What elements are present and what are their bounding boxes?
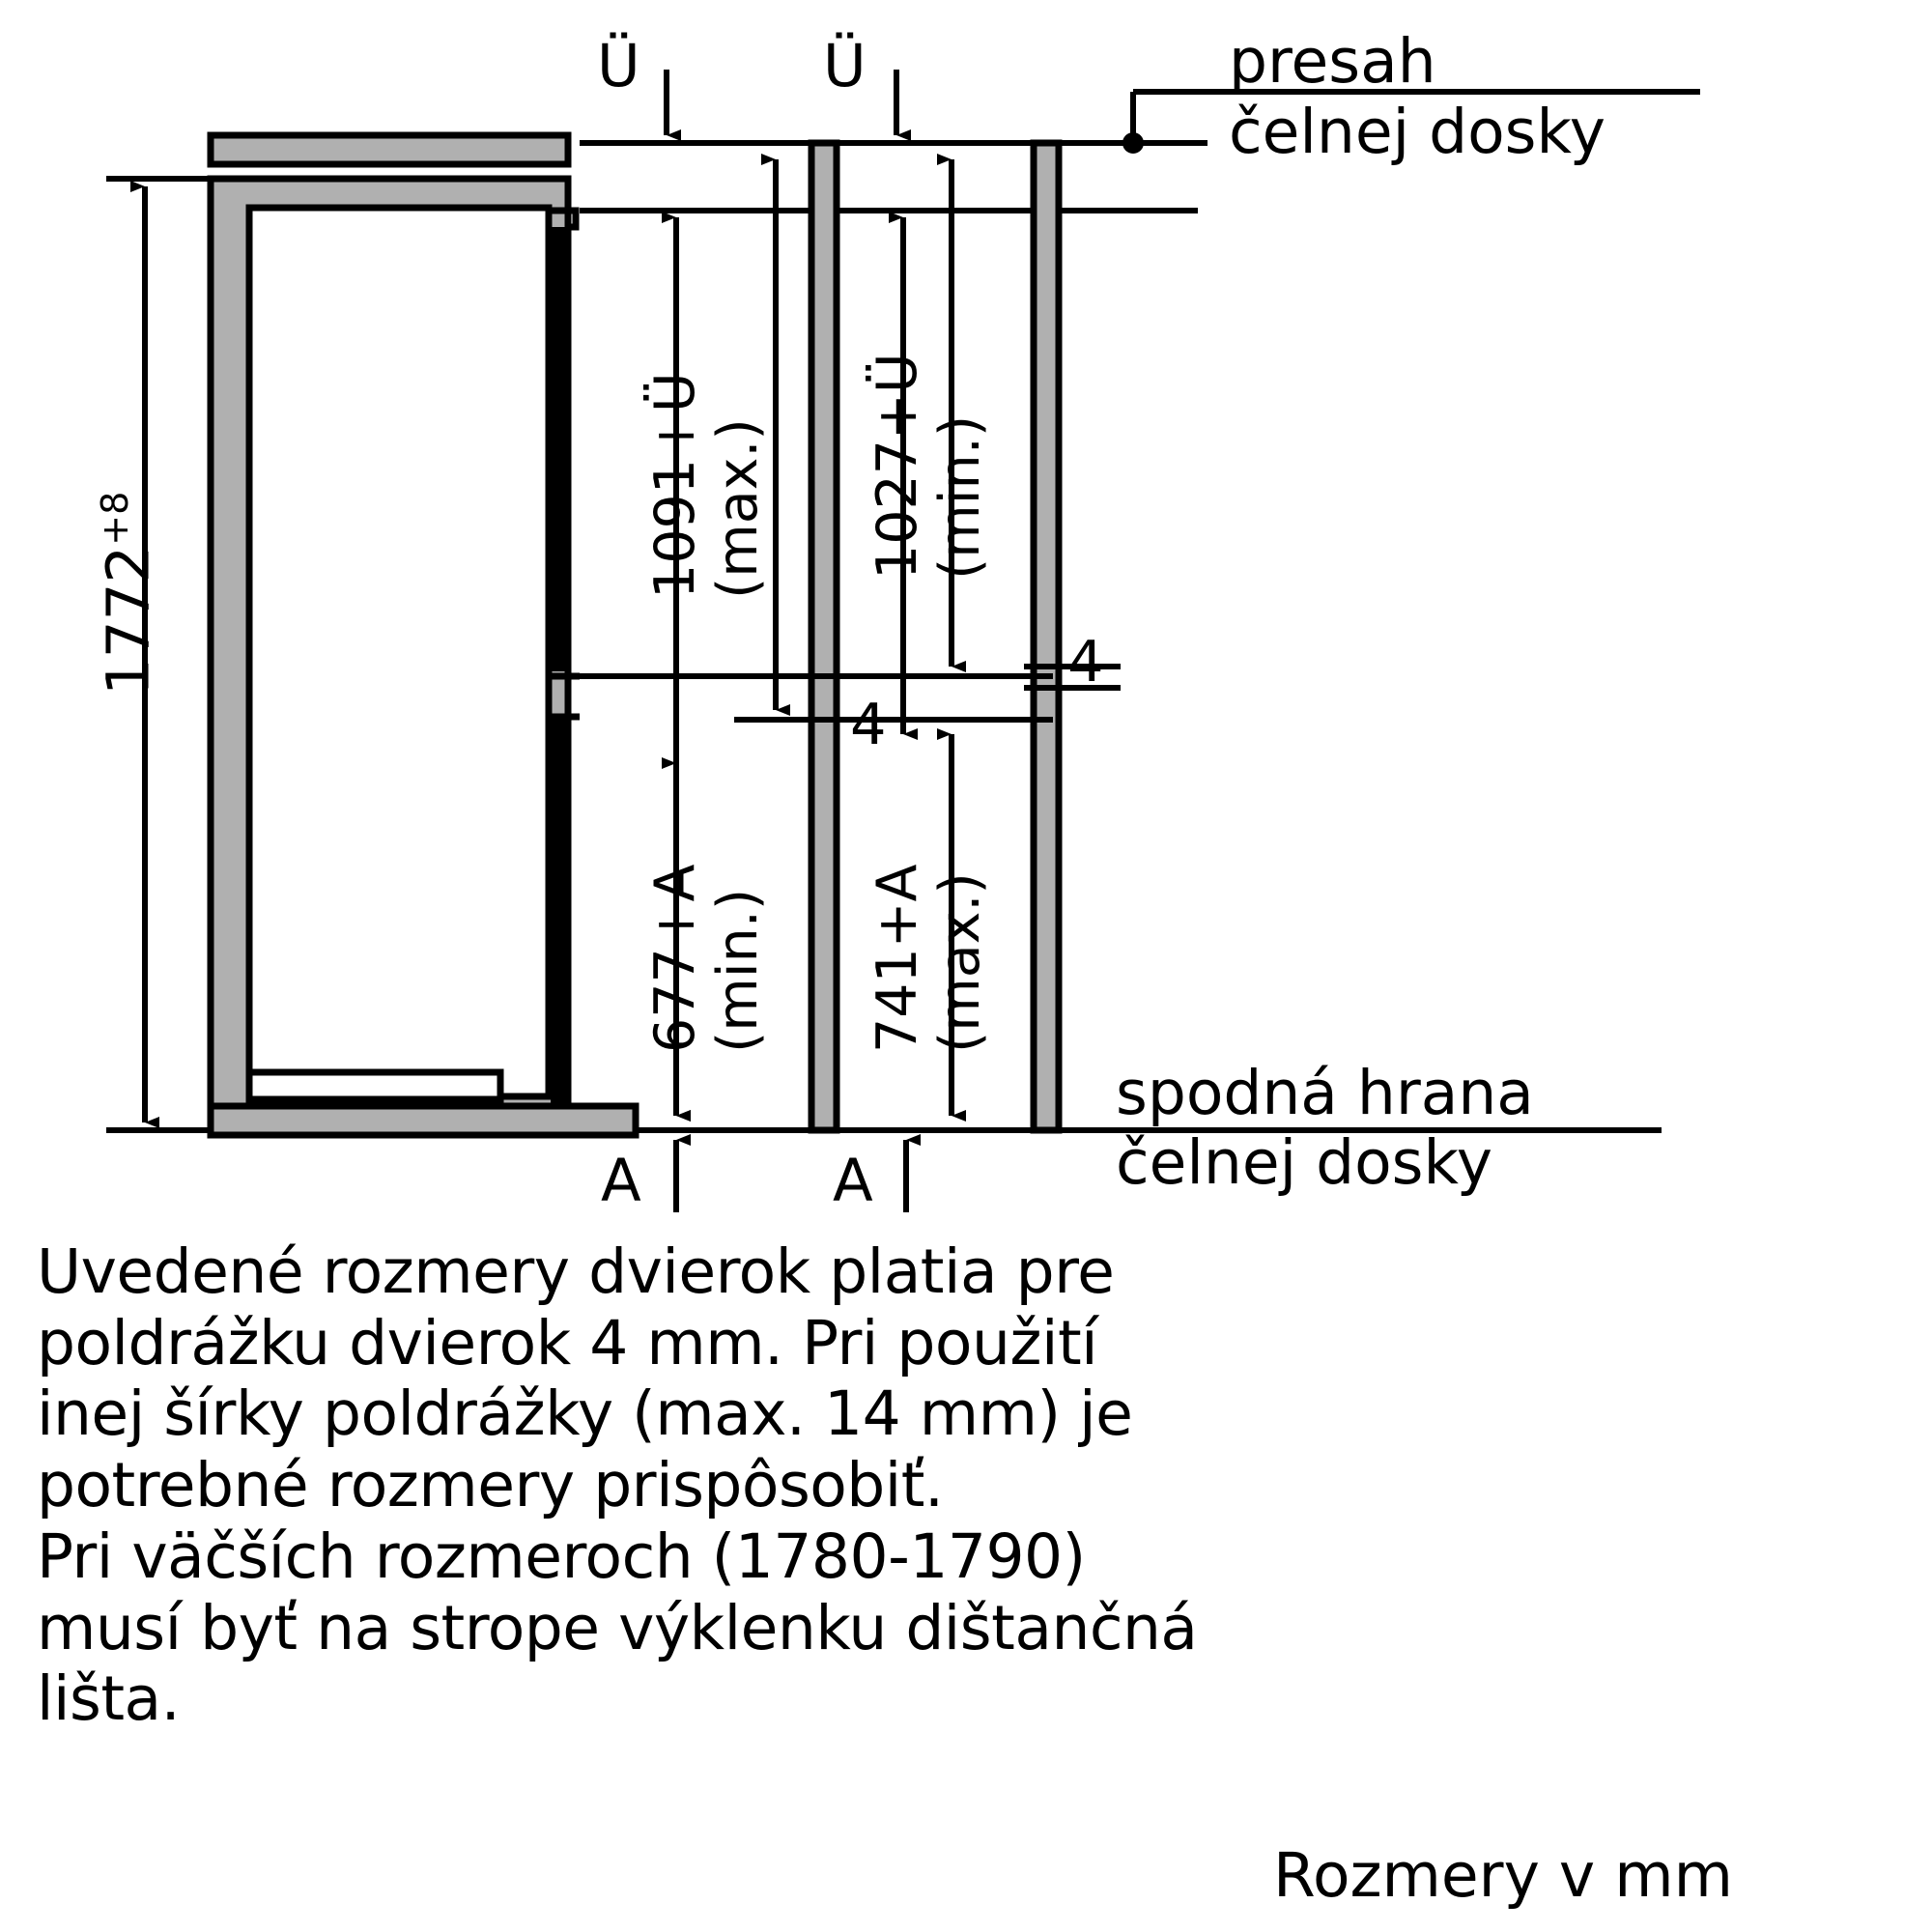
cabinet-outline	[211, 135, 636, 1135]
note-line-7: lišta.	[37, 1663, 181, 1735]
callout-a-left: A	[601, 1147, 641, 1215]
dim-lower-door-min-line2: (min.)	[706, 888, 770, 1053]
dim-niche-height: $1772^{+8}$	[94, 491, 163, 696]
dim-gap-right: 4	[1067, 628, 1104, 695]
note-line-4: potrebné rozmery prispôsobiť.	[37, 1450, 944, 1521]
note-block	[37, 1236, 1679, 1735]
dim-upper-door-min-line2: (min.)	[928, 414, 992, 580]
note-line-1: Uvedené rozmery dvierok platia pre	[37, 1236, 1115, 1307]
dim-lower-door-min-line1: 677+A	[643, 864, 707, 1053]
units-label: Rozmery v mm	[1273, 1840, 1733, 1911]
note-line-6: musí byť na strope výklenku dištančná	[37, 1592, 1198, 1663]
reference-lines-top	[580, 143, 1208, 211]
callout-a-right: A	[833, 1147, 873, 1215]
dim-lower-door-max-line1: 741+A	[866, 864, 929, 1053]
callout-ue-left: Ü	[597, 32, 640, 100]
note-line-5: Pri väčších rozmeroch (1780-1790)	[37, 1520, 1086, 1592]
dim-lower-door-max-line2: (max.)	[928, 872, 992, 1053]
note-line-2: poldrážku dvierok 4 mm. Pri použití	[37, 1307, 1098, 1378]
leader-presah-line1: presah	[1229, 26, 1436, 97]
dim-gap-left: 4	[850, 691, 887, 757]
dim-upper-door-max-line2: (max.)	[706, 418, 770, 599]
leader-presah-line2: čelnej dosky	[1229, 97, 1605, 167]
dim-upper-door-min-line1: 1027+Ü	[866, 353, 929, 580]
leader-spodna-hrana-line1: spodná hrana	[1116, 1058, 1534, 1128]
callout-ue-right: Ü	[823, 32, 867, 100]
leader-spodna-hrana-line2: čelnej dosky	[1116, 1127, 1492, 1198]
dim-upper-door-max-line1: 1091+Ü	[643, 372, 707, 599]
note-line-3: inej šírky poldrážky (max. 14 mm) je	[37, 1378, 1133, 1450]
